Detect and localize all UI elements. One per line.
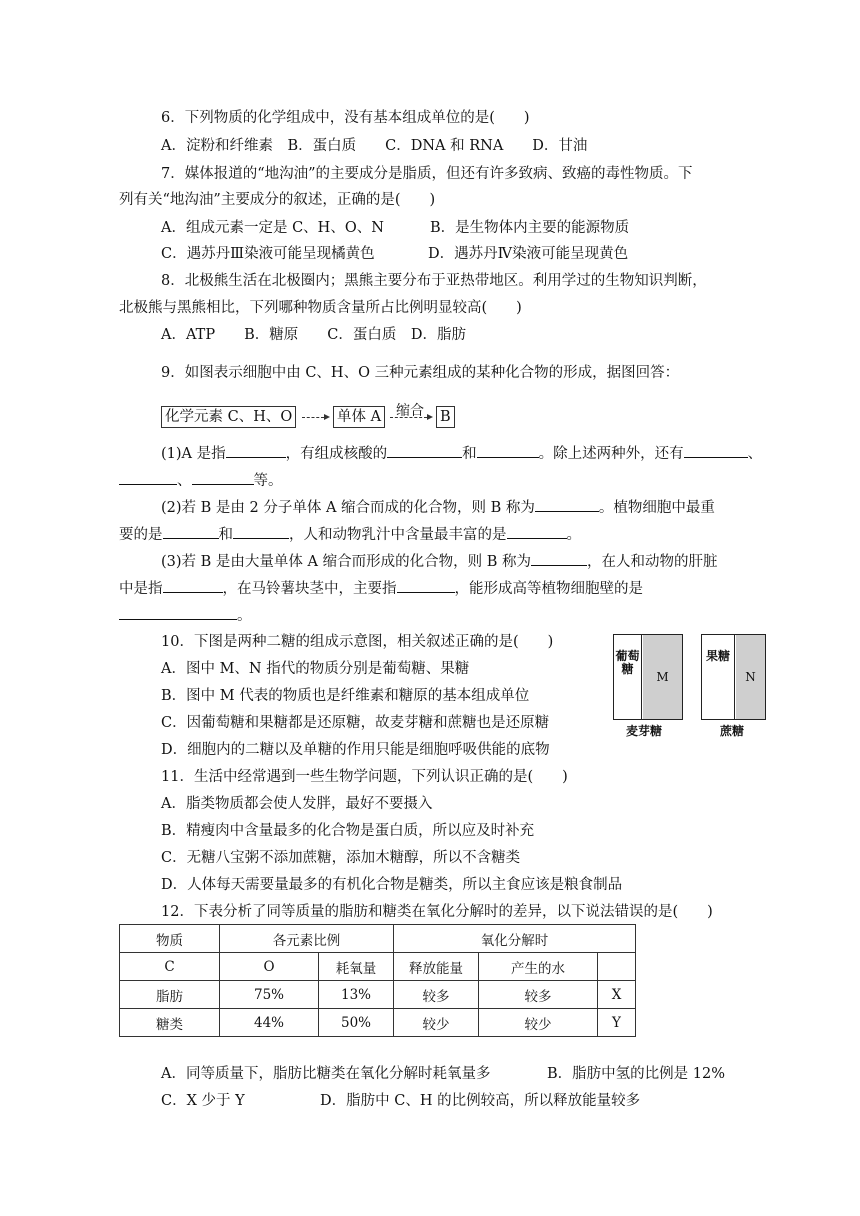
q11-option-c: C．无糖八宝粥不添加蔗糖，添加木糖醇，所以不含糖类 [161, 850, 521, 866]
sucrose-caption: 蔗糖 [720, 724, 745, 738]
q12-table [119, 924, 636, 1037]
table-header-cell: 各元素比例 [220, 925, 394, 953]
answer-blank[interactable] [192, 470, 254, 485]
q9-p3-text-e: ，能形成高等植物细胞壁的是 [454, 581, 643, 597]
q7-stem-line2: 列有关“地沟油”主要成分的叙述，正确的是( ) [119, 192, 436, 208]
table-header-cell [598, 953, 636, 981]
q9-p1-text-g: 等。 [253, 473, 283, 489]
flow-box-polymer: B [436, 406, 455, 428]
flow-arrow-1-head [324, 414, 330, 420]
q9-p3-text-b: ，在人和动物的肝脏 [586, 554, 718, 570]
q6-options: A．淀粉和纤维素 B．蛋白质 C．DNA 和 RNA D．甘油 [161, 138, 588, 154]
q9-p2-text-f: 。 [566, 527, 581, 543]
table-cell: 50% [319, 1009, 394, 1037]
q12-option-c: C．X 少于 Y [161, 1093, 245, 1109]
q10-option-d: D．细胞内的二糖以及单糖的作用只能是细胞呼吸供能的底物 [161, 742, 550, 758]
q12-option-d: D．脂肪中 C、H 的比例较高，所以释放能量较多 [320, 1093, 641, 1109]
answer-blank[interactable] [226, 443, 286, 458]
table-cell: 脂肪 [120, 981, 220, 1009]
q9-part2-line2 [119, 524, 581, 545]
q8-stem-line2: 北极熊与黑熊相比，下列哪种物质含量所占比例明显较高( ) [119, 300, 522, 316]
answer-blank[interactable] [163, 578, 223, 593]
table-cell: 较多 [479, 981, 598, 1009]
answer-blank[interactable] [684, 443, 748, 458]
q7-option-d: D．遇苏丹Ⅳ染液可能呈现黄色 [428, 246, 629, 262]
table-row [120, 1009, 636, 1037]
answer-blank[interactable] [531, 551, 587, 566]
q8-options: A．ATP B．糖原 C．蛋白质 D．脂肪 [161, 327, 466, 343]
q9-p2-text-b: 。植物细胞中最重 [598, 500, 715, 516]
sucrose-fructose-unit: 果糖 [702, 635, 735, 719]
sucrose-figure [701, 634, 766, 720]
q9-p2-text-d: 和 [218, 527, 233, 543]
q9-part1-line1 [161, 443, 762, 464]
q7-stem-line1: 7．媒体报道的“地沟油”的主要成分是脂质，但还有许多致病、致癌的毒性物质。下 [161, 166, 693, 182]
table-cell: 糖类 [120, 1009, 220, 1037]
flow-box-elements: 化学元素 C、H、O [161, 406, 296, 428]
q7-option-c: C．遇苏丹Ⅲ染液可能呈现橘黄色 [161, 246, 375, 262]
q12-option-a: A．同等质量下，脂肪比糖类在氧化分解时耗氧量多 [161, 1066, 491, 1082]
table-cell: 较少 [394, 1009, 479, 1037]
q8-stem-line1: 8．北极熊生活在北极圈内；黑熊主要分布于亚热带地区。利用学过的生物知识判断， [161, 273, 707, 289]
answer-blank[interactable] [397, 578, 455, 593]
q9-p1-text-a: (1)A 是指 [161, 446, 226, 462]
q9-part2-line1 [161, 497, 715, 518]
q12-stem: 12．下表分析了同等质量的脂肪和糖类在氧化分解时的差异，以下说法错误的是( ) [161, 904, 713, 920]
q11-option-a: A．脂类物质都会使人发胖，最好不要摄入 [161, 796, 433, 812]
q10-option-c: C．因葡萄糖和果糖都是还原糖，故麦芽糖和蔗糖也是还原糖 [161, 715, 550, 731]
sucrose-n-unit: N [736, 635, 765, 719]
q11-option-d: D．人体每天需要量最多的有机化合物是糖类，所以主食应该是粮食制品 [161, 877, 623, 893]
table-cell: 较少 [479, 1009, 598, 1037]
table-cell: 75% [220, 981, 319, 1009]
table-header-cell: O [220, 953, 319, 981]
answer-blank[interactable] [477, 443, 539, 458]
answer-blank[interactable] [507, 524, 567, 539]
table-header-cell: C [120, 953, 220, 981]
q10-option-b: B．图中 M 代表的物质也是纤维素和糖原的基本组成单位 [161, 688, 530, 704]
q9-p2-text-c: 要的是 [119, 527, 163, 543]
table-cell: 13% [319, 981, 394, 1009]
table-row [120, 981, 636, 1009]
answer-blank[interactable] [119, 605, 237, 620]
q9-p2-text-e: ，人和动物乳汁中含量最丰富的是 [289, 527, 507, 543]
table-header-cell: 耗氧量 [319, 953, 394, 981]
q10-option-a: A．图中 M、N 指代的物质分别是葡萄糖、果糖 [161, 661, 470, 677]
q12-option-b: B．脂肪中氢的比例是 12% [547, 1066, 725, 1082]
flow-arrow-label: 缩合 [396, 403, 424, 419]
table-header-cell: 产生的水 [479, 953, 598, 981]
q9-stem: 9．如图表示细胞中由 C、H、O 三种元素组成的某种化合物的形成，据图回答： [161, 365, 680, 381]
q11-option-b: B．精瘦肉中含量最多的化合物是蛋白质，所以应及时补充 [161, 823, 535, 839]
table-header-row [120, 925, 636, 953]
table-cell: Y [598, 1009, 636, 1037]
q7-option-b: B．是生物体内主要的能源物质 [430, 220, 630, 236]
q11-stem: 11．生活中经常遇到一些生物学问题，下列认识正确的是( ) [161, 769, 568, 785]
table-header-cell: 氧化分解时 [394, 925, 636, 953]
q9-p1-text-f: 、 [177, 473, 192, 489]
q9-p1-text-e: 、 [747, 446, 763, 462]
q9-p3-text-c: 中是指 [119, 581, 163, 597]
q9-part3-line1 [161, 551, 717, 572]
q7-option-a: A．组成元素一定是 C、H、O、N [161, 220, 384, 236]
maltose-caption: 麦芽糖 [626, 724, 663, 738]
q9-p3-text-a: (3)若 B 是由大量单体 A 缩合而形成的化合物，则 B 称为 [161, 554, 531, 570]
q9-part3-line3 [119, 605, 252, 626]
table-header-cell: 物质 [120, 925, 220, 953]
q9-p3-text-d: ，在马铃薯块茎中，主要指 [222, 581, 397, 597]
flow-arrow-2-line [390, 417, 427, 418]
answer-blank[interactable] [119, 470, 177, 485]
table-cell: X [598, 981, 636, 1009]
flow-arrow-1-line [302, 417, 324, 418]
table-header-cell: 释放能量 [394, 953, 479, 981]
table-subheader-row [120, 953, 636, 981]
table-cell: 44% [220, 1009, 319, 1037]
table-cell: 较多 [394, 981, 479, 1009]
answer-blank[interactable] [387, 443, 462, 458]
q9-p1-text-b: ，有组成核酸的 [285, 446, 388, 462]
q6-stem: 6．下列物质的化学组成中，没有基本组成单位的是( ) [161, 110, 530, 126]
q10-stem: 10．下图是两种二糖的组成示意图，相关叙述正确的是( ) [161, 634, 554, 650]
q9-part3-line2 [119, 578, 643, 599]
answer-blank[interactable] [535, 497, 599, 512]
answer-blank[interactable] [233, 524, 289, 539]
maltose-m-unit: M [643, 635, 682, 719]
q9-p1-text-d: 。除上述两种外，还有 [538, 446, 684, 462]
q9-p1-text-c: 和 [462, 446, 477, 462]
flow-box-monomer: 单体 A [333, 406, 385, 428]
q9-p3-text-f: 。 [237, 608, 252, 624]
q9-part1-line2 [119, 470, 283, 491]
flow-arrow-2-head [427, 414, 433, 420]
maltose-glucose-unit: 葡萄糖 [614, 635, 642, 719]
maltose-figure [613, 634, 683, 720]
q9-p2-text-a: (2)若 B 是由 2 分子单体 A 缩合而成的化合物，则 B 称为 [161, 500, 535, 516]
answer-blank[interactable] [163, 524, 219, 539]
